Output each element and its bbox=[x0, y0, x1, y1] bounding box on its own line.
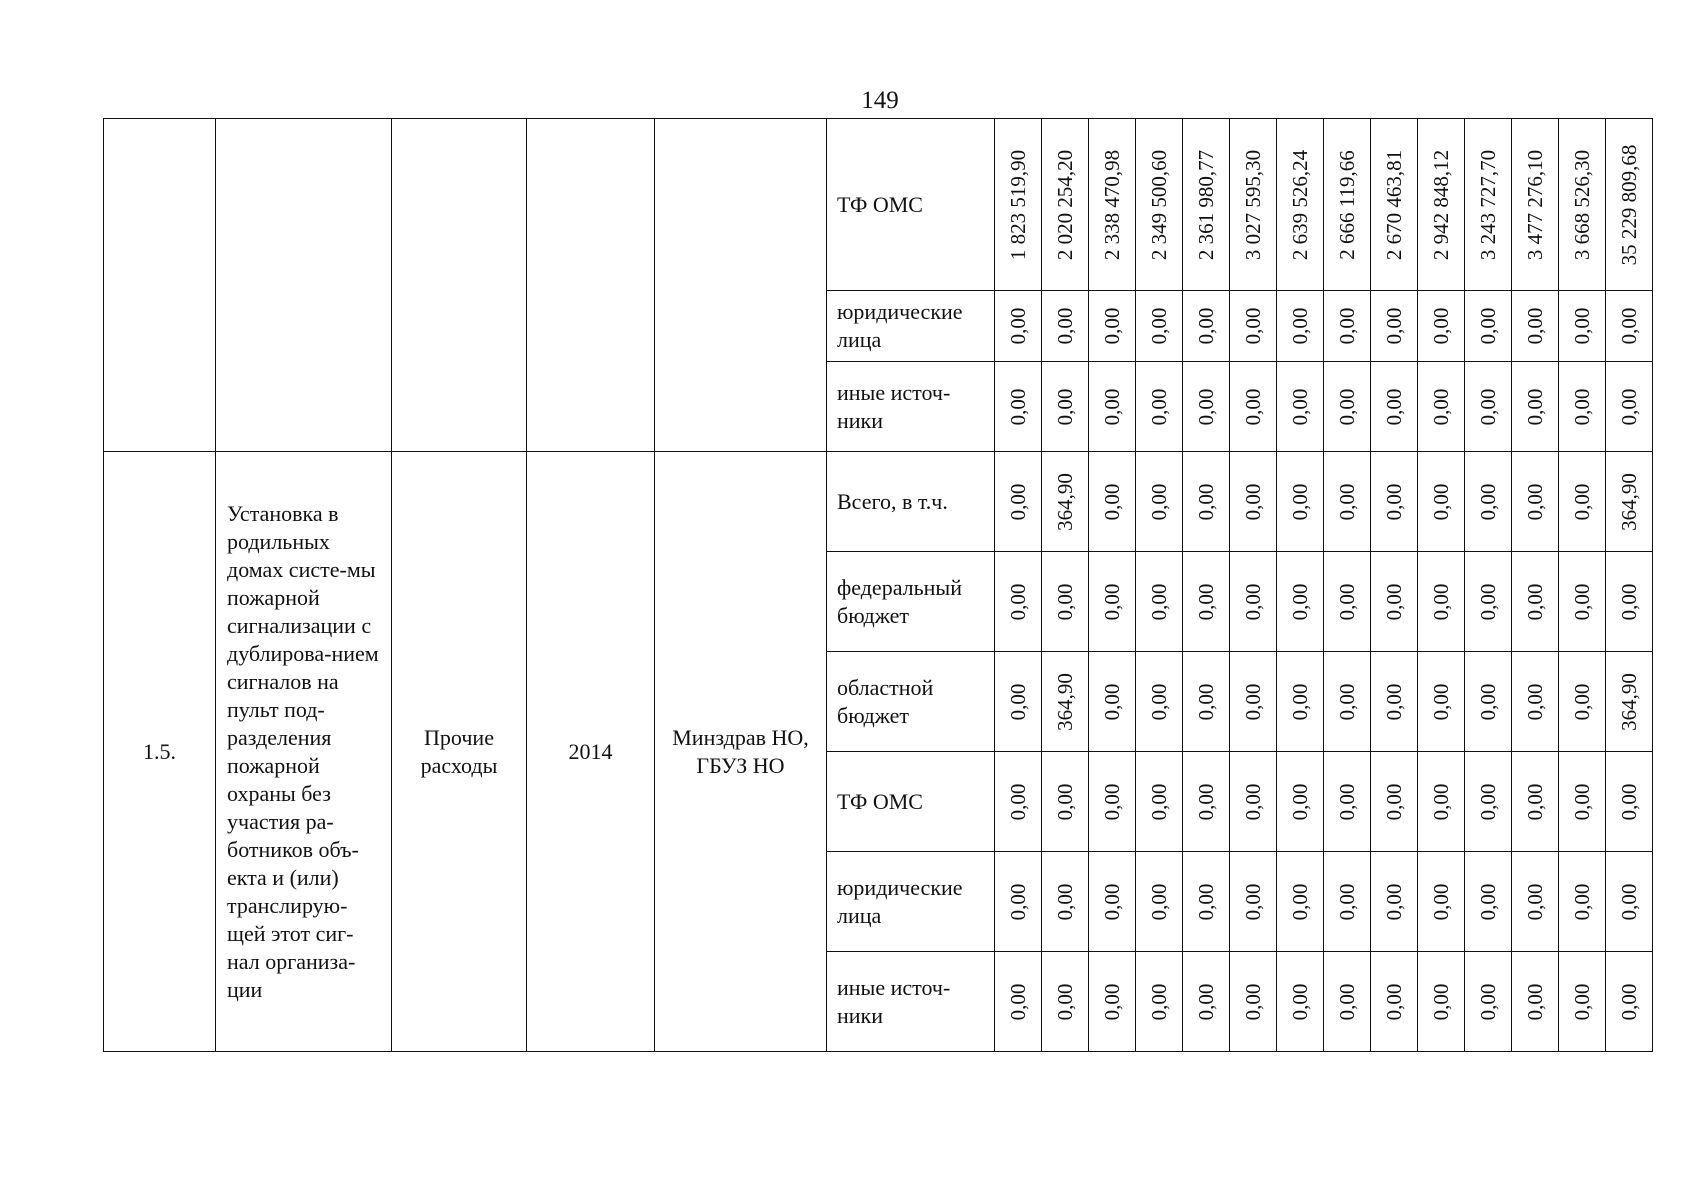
value-cell: 0,00 bbox=[1042, 852, 1089, 952]
value-cell: 0,00 bbox=[995, 552, 1042, 652]
value-cell: 0,00 bbox=[1418, 952, 1465, 1052]
value-cell: 0,00 bbox=[1418, 291, 1465, 362]
value-cell: 0,00 bbox=[1089, 852, 1136, 952]
budget-table bbox=[103, 118, 1653, 1052]
value-cell: 0,00 bbox=[1277, 952, 1324, 1052]
expense-category: Прочие расходы bbox=[392, 452, 527, 1052]
value-cell: 0,00 bbox=[1042, 552, 1089, 652]
value-cell: 0,00 bbox=[1230, 852, 1277, 952]
value-cell: 0,00 bbox=[995, 452, 1042, 552]
value-cell: 0,00 bbox=[1371, 652, 1418, 752]
value-cell: 0,00 bbox=[995, 291, 1042, 362]
value-cell: 0,00 bbox=[1136, 952, 1183, 1052]
empty-cell bbox=[216, 119, 392, 452]
value-cell: 0,00 bbox=[1324, 362, 1371, 452]
value-cell: 0,00 bbox=[1559, 752, 1606, 852]
value-cell: 0,00 bbox=[1089, 652, 1136, 752]
value-cell: 0,00 bbox=[1418, 552, 1465, 652]
value-cell: 0,00 bbox=[1606, 952, 1653, 1052]
value-cell: 0,00 bbox=[1559, 452, 1606, 552]
value-cell: 0,00 bbox=[1465, 452, 1512, 552]
value-cell: 0,00 bbox=[1371, 852, 1418, 952]
value-cell: 0,00 bbox=[1136, 362, 1183, 452]
value-cell: 0,00 bbox=[1559, 291, 1606, 362]
value-cell: 0,00 bbox=[1324, 752, 1371, 852]
value-cell: 0,00 bbox=[1559, 362, 1606, 452]
value-cell: 0,00 bbox=[1230, 652, 1277, 752]
value-cell: 1 823 519,90 bbox=[995, 119, 1042, 291]
empty-cell bbox=[392, 119, 527, 452]
value-cell: 0,00 bbox=[1371, 752, 1418, 852]
value-cell: 35 229 809,68 bbox=[1606, 119, 1653, 291]
source-label: Всего, в т.ч. bbox=[827, 452, 995, 552]
value-cell: 0,00 bbox=[1465, 291, 1512, 362]
value-cell: 0,00 bbox=[1512, 291, 1559, 362]
value-cell: 0,00 bbox=[1089, 452, 1136, 552]
item-name: Установка в родильных домах систе-мы пожарной сигнализации с дублирова-нием сигналов на пульт под-разделения пожарной охраны без участия ра-ботников объ-екта и (или) транслирую-щей этот сиг-нал организа-ции bbox=[216, 452, 392, 1052]
value-cell: 2 639 526,24 bbox=[1277, 119, 1324, 291]
value-cell: 0,00 bbox=[1512, 552, 1559, 652]
value-cell: 0,00 bbox=[1418, 752, 1465, 852]
value-cell: 0,00 bbox=[995, 362, 1042, 452]
table-row bbox=[104, 119, 1653, 291]
value-cell: 0,00 bbox=[1465, 952, 1512, 1052]
value-cell: 0,00 bbox=[1230, 552, 1277, 652]
value-cell: 0,00 bbox=[1606, 362, 1653, 452]
source-label: юридические лица bbox=[827, 852, 995, 952]
value-cell: 0,00 bbox=[1606, 752, 1653, 852]
value-cell: 0,00 bbox=[1324, 452, 1371, 552]
item-number: 1.5. bbox=[104, 452, 216, 1052]
source-label: ТФ ОМС bbox=[827, 752, 995, 852]
value-cell: 0,00 bbox=[1136, 852, 1183, 952]
page-number: 149 bbox=[861, 87, 899, 114]
value-cell: 0,00 bbox=[1371, 952, 1418, 1052]
value-cell: 0,00 bbox=[1230, 291, 1277, 362]
value-cell: 0,00 bbox=[1465, 552, 1512, 652]
value-cell: 0,00 bbox=[1277, 362, 1324, 452]
value-cell: 0,00 bbox=[1183, 552, 1230, 652]
value-cell: 0,00 bbox=[1183, 452, 1230, 552]
value-cell: 0,00 bbox=[1183, 952, 1230, 1052]
value-cell: 0,00 bbox=[1559, 852, 1606, 952]
value-cell: 364,90 bbox=[1042, 452, 1089, 552]
source-label: иные источ-ники bbox=[827, 362, 995, 452]
value-cell: 364,90 bbox=[1042, 652, 1089, 752]
value-cell: 3 477 276,10 bbox=[1512, 119, 1559, 291]
value-cell: 0,00 bbox=[995, 852, 1042, 952]
value-cell: 0,00 bbox=[1324, 952, 1371, 1052]
value-cell: 0,00 bbox=[1418, 652, 1465, 752]
source-label: федеральный бюджет bbox=[827, 552, 995, 652]
value-cell: 0,00 bbox=[1371, 291, 1418, 362]
value-cell: 0,00 bbox=[1512, 752, 1559, 852]
value-cell: 0,00 bbox=[1418, 362, 1465, 452]
value-cell: 0,00 bbox=[1277, 652, 1324, 752]
value-cell: 0,00 bbox=[1042, 362, 1089, 452]
value-cell: 0,00 bbox=[1418, 852, 1465, 952]
value-cell: 0,00 bbox=[1042, 291, 1089, 362]
value-cell: 0,00 bbox=[1230, 452, 1277, 552]
value-cell: 0,00 bbox=[1606, 852, 1653, 952]
value-cell: 0,00 bbox=[995, 952, 1042, 1052]
value-cell: 0,00 bbox=[1606, 291, 1653, 362]
empty-cell bbox=[527, 119, 655, 452]
value-cell: 0,00 bbox=[1512, 652, 1559, 752]
value-cell: 0,00 bbox=[1230, 362, 1277, 452]
value-cell: 0,00 bbox=[1371, 552, 1418, 652]
value-cell: 0,00 bbox=[1183, 852, 1230, 952]
value-cell: 0,00 bbox=[1136, 552, 1183, 652]
value-cell: 0,00 bbox=[1183, 752, 1230, 852]
empty-cell bbox=[104, 119, 216, 452]
value-cell: 0,00 bbox=[1559, 652, 1606, 752]
value-cell: 0,00 bbox=[1136, 752, 1183, 852]
value-cell: 2 361 980,77 bbox=[1183, 119, 1230, 291]
value-cell: 0,00 bbox=[1512, 852, 1559, 952]
value-cell: 0,00 bbox=[1089, 552, 1136, 652]
value-cell: 0,00 bbox=[1136, 291, 1183, 362]
value-cell: 0,00 bbox=[1324, 291, 1371, 362]
value-cell: 0,00 bbox=[1465, 852, 1512, 952]
value-cell: 0,00 bbox=[1136, 452, 1183, 552]
value-cell: 0,00 bbox=[1512, 452, 1559, 552]
value-cell: 0,00 bbox=[1324, 552, 1371, 652]
value-cell: 0,00 bbox=[1559, 952, 1606, 1052]
value-cell: 3 027 595,30 bbox=[1230, 119, 1277, 291]
value-cell: 0,00 bbox=[1465, 752, 1512, 852]
value-cell: 0,00 bbox=[995, 652, 1042, 752]
source-label: иные источ-ники bbox=[827, 952, 995, 1052]
value-cell: 364,90 bbox=[1606, 452, 1653, 552]
table-row bbox=[104, 452, 1653, 552]
value-cell: 2 670 463,81 bbox=[1371, 119, 1418, 291]
value-cell: 0,00 bbox=[1465, 362, 1512, 452]
value-cell: 0,00 bbox=[1277, 852, 1324, 952]
value-cell: 0,00 bbox=[1324, 852, 1371, 952]
value-cell: 3 668 526,30 bbox=[1559, 119, 1606, 291]
value-cell: 0,00 bbox=[1512, 952, 1559, 1052]
value-cell: 0,00 bbox=[1042, 952, 1089, 1052]
value-cell: 0,00 bbox=[1371, 452, 1418, 552]
value-cell: 3 243 727,70 bbox=[1465, 119, 1512, 291]
value-cell: 0,00 bbox=[1089, 291, 1136, 362]
source-label: ТФ ОМС bbox=[827, 119, 995, 291]
value-cell: 364,90 bbox=[1606, 652, 1653, 752]
value-cell: 0,00 bbox=[1277, 452, 1324, 552]
value-cell: 2 020 254,20 bbox=[1042, 119, 1089, 291]
value-cell: 0,00 bbox=[1277, 552, 1324, 652]
value-cell: 0,00 bbox=[1183, 362, 1230, 452]
value-cell: 0,00 bbox=[1418, 452, 1465, 552]
value-cell: 0,00 bbox=[1089, 752, 1136, 852]
item-executor: Минздрав НО, ГБУЗ НО bbox=[655, 452, 827, 1052]
value-cell: 0,00 bbox=[1277, 291, 1324, 362]
value-cell: 0,00 bbox=[1089, 362, 1136, 452]
value-cell: 0,00 bbox=[1183, 291, 1230, 362]
value-cell: 2 666 119,66 bbox=[1324, 119, 1371, 291]
value-cell: 2 349 500,60 bbox=[1136, 119, 1183, 291]
empty-cell bbox=[655, 119, 827, 452]
value-cell: 0,00 bbox=[1559, 552, 1606, 652]
value-cell: 0,00 bbox=[1606, 552, 1653, 652]
value-cell: 0,00 bbox=[995, 752, 1042, 852]
source-label: юридические лица bbox=[827, 291, 995, 362]
source-label: областной бюджет bbox=[827, 652, 995, 752]
item-year: 2014 bbox=[527, 452, 655, 1052]
value-cell: 2 942 848,12 bbox=[1418, 119, 1465, 291]
value-cell: 0,00 bbox=[1230, 952, 1277, 1052]
value-cell: 2 338 470,98 bbox=[1089, 119, 1136, 291]
value-cell: 0,00 bbox=[1371, 362, 1418, 452]
value-cell: 0,00 bbox=[1512, 362, 1559, 452]
value-cell: 0,00 bbox=[1230, 752, 1277, 852]
value-cell: 0,00 bbox=[1183, 652, 1230, 752]
value-cell: 0,00 bbox=[1042, 752, 1089, 852]
value-cell: 0,00 bbox=[1136, 652, 1183, 752]
value-cell: 0,00 bbox=[1277, 752, 1324, 852]
value-cell: 0,00 bbox=[1089, 952, 1136, 1052]
value-cell: 0,00 bbox=[1324, 652, 1371, 752]
value-cell: 0,00 bbox=[1465, 652, 1512, 752]
